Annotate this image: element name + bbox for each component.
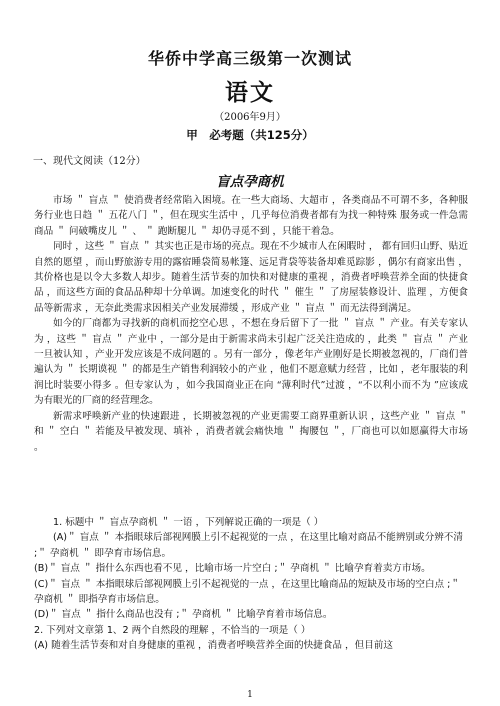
exam-title: 华侨中学高三级第一次测试 (147, 49, 352, 68)
article-title: 盲点孕商机 (216, 174, 284, 190)
article-paragraph: 同时 ，这些 ＂ 盲点 ＂ 其实也正是市场的亮点。现在不少城市人在闲暇时 ， 都有回归山野、贴近自然的愿望 ，而山野旅游专用的露宿睡袋简易帐篷、远足背袋等装备却难觅踪影 ，偶尔有商家出售 ，其价格也是以令大多数人却步。随着生活节奏的加快和对健康的重视 ，消费者呼唤营养全面的快捷食品 ，而这些方面的食品品种却十分单调。加速变化的时代 ＂ 催生 ＂ 了房屋装修设计、监理 ，方便食品等新需求 ，无奈此类需求因相关产业发展滞缓 ，形成产业 ＂ 盲点 ＂ 而无法得到满足。 (34, 241, 468, 314)
answer-option: (A) 随着生活节奏和对自身健康的重视 ，消费者呼唤营养全面的快捷食品 ，但目前这 (34, 640, 393, 652)
question-stem: 2. 下列对文章第 1、2 两个自然段的理解 ，不恰当的一项是（ ） (34, 624, 311, 636)
article-body (34, 193, 468, 455)
answer-option: (C)＂ 盲点 ＂ 本指眼球后部视网膜上引不起视觉的一点 ，在这里比喻商品的短缺及市场的空白点 ;＂ 孕商机 ＂ 即指孕育市场信息。 (34, 578, 461, 606)
section-heading: 甲 必考题（共125分） (186, 128, 314, 142)
article-paragraph: 如今的厂商都为寻找新的商机而挖空心思 ，不想在身后留下了一批 ＂ 盲点 ＂ 产业。有关专家认为 ，这些 ＂ 盲点 ＂ 产业中 ，一部分是由于新需求尚未引起广泛关注造成的 ，此类 ＂ 盲点 ＂ 产业一旦被认知 ，产业开发应该是不成问题的 。另有一部分 ，像老年产业刚好是长期被忽视的，厂商们普遍认为 ＂ 长期谟视 ＂ 的都是生产销售利润较小的产业 ，他们不愿意赋力经营 ，比如 ，老年服装的利润比时装要小得多 。但专家认为 ，如今我国商业正在向 “薄利时代”过渡 ，“不以利小而不为 ”应该成为有眼光的厂商的经营理念。 (34, 318, 468, 407)
answer-option: (B)＂ 盲点 ＂ 指什么东西也看不见 ，比喻市场一片空白 ;＂ 孕商机 ＂ 比喻孕育着卖方市场。 (34, 563, 431, 575)
article-paragraph: 新需求呼唤新产业的快速跟进 ，长期被忽视的产业更需要工商界重新认识 ，这些产业 ＂ 盲点 ＂ 和 ＂ 空白 ＂ 若能及早被发现、填补 ，消费者就会痛快地 ＂ 掏腰包 ＂，厂商也可以如愿赢得大市场 。 (34, 410, 468, 453)
article-paragraph: 市场 ＂ 盲点 ＂ 使消费者经常陷入困境。在一些大商场、大超市 ，各类商品不可谓不多，各种服务行业也日趋 ＂ 五花八门 ＂，但在现实生活中 ，几乎每位消费者都有为找一种特殊 服务或一件急需商品 ＂ 问破嘴皮儿 ＂ 、 ＂ 跑断腿儿 ＂ 却仍寻觅不到 ，只能干着急。 (34, 195, 468, 237)
exam-date: （2006年9月） (214, 112, 286, 123)
page-number: 1 (247, 690, 253, 700)
part-label: 一、现代文阅读（12分） (33, 156, 146, 167)
answer-option: (A)＂ 盲点 ＂ 本指眼球后部视网膜上引不起视觉的一点 ，在这里比喻对商品不能辨别或分辨不清 ;＂ 孕商机 ＂ 即孕育市场信息。 (34, 532, 463, 559)
subject-title: 语文 (225, 79, 275, 106)
answer-option: (D)＂ 盲点 ＂ 指什么商品也没有 ;＂ 孕商机 ＂ 比喻孕育着市场信息。 (34, 609, 333, 621)
questions (34, 515, 466, 654)
question-stem: 1. 标题中 ＂ 盲点孕商机 ＂ 一语 ，下列解说正确的一项是（ ） (53, 517, 324, 528)
